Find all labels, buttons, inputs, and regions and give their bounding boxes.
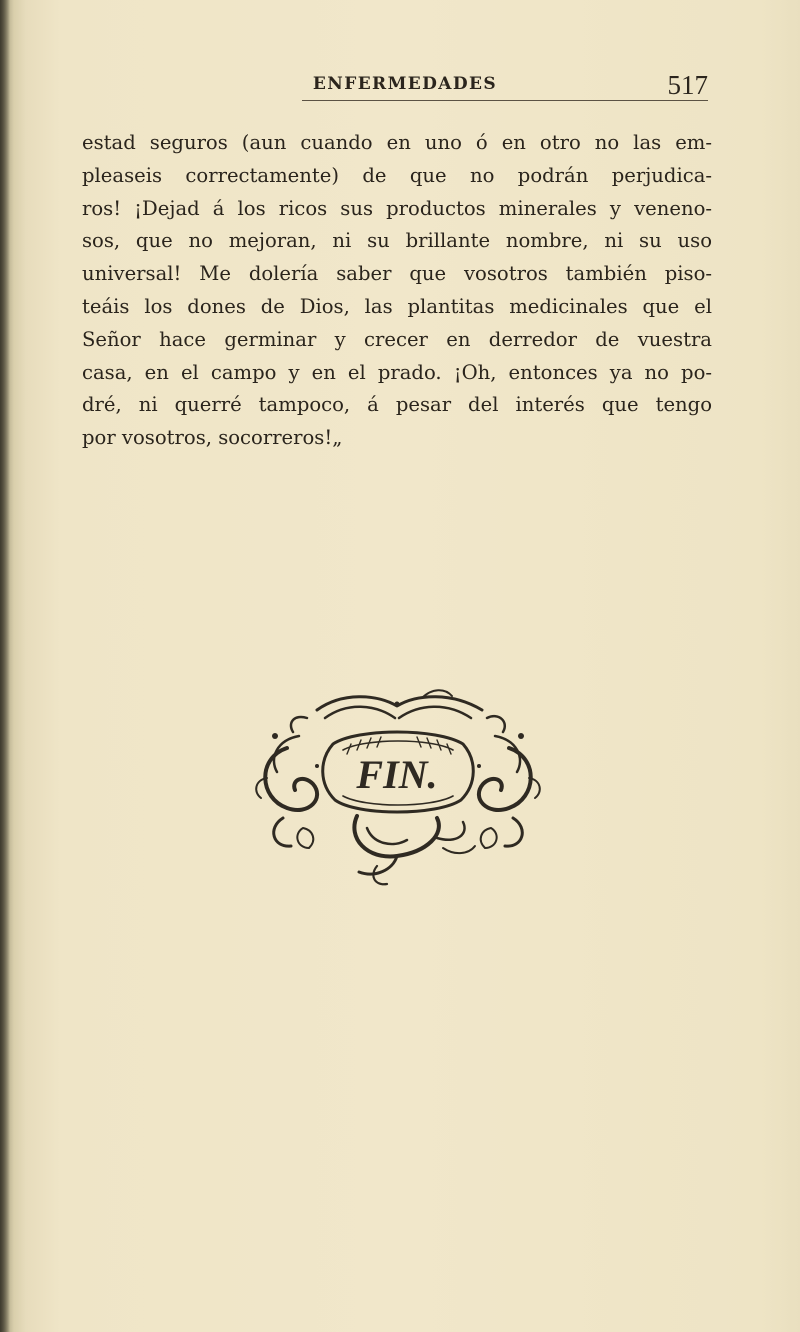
fin-ornament-icon — [247, 688, 547, 888]
text-line-1: estad seguros (aun cuando en uno ó en otro no las em- — [82, 131, 712, 154]
text-line-2: pleaseis correctamente) de que no podrán perjudica- — [82, 163, 712, 187]
header-rule — [302, 100, 708, 101]
page-number: 517 — [667, 70, 708, 100]
page-header — [100, 70, 710, 102]
text-line-6: teáis los dones de Dios, las plantitas medicinales que el — [82, 294, 712, 318]
body-text — [82, 127, 712, 455]
fin-label: FIN. — [356, 752, 438, 797]
text-line-4: sos, que no mejoran, ni su brillante nombre, ni su uso — [82, 229, 712, 253]
fin-vignette — [247, 688, 547, 888]
running-title: ENFERMEDADES — [312, 74, 498, 94]
text-line-8: casa, en el campo y en el prado. ¡Oh, entonces ya no po- — [82, 360, 712, 384]
text-line-3: ros! ¡Dejad á los ricos sus productos minerales y veneno- — [82, 196, 712, 220]
text-line-5: universal! Me dolería saber que vosotros también piso- — [82, 262, 712, 286]
text-line-10: por vosotros, socorreros!„ — [82, 426, 343, 450]
spine-shadow — [0, 0, 10, 1332]
text-line-9: dré, ni querré tampoco, á pesar del interés que tengo — [82, 393, 712, 417]
text-line-7: Señor hace germinar y crecer en derredor de vuestra — [82, 327, 712, 351]
